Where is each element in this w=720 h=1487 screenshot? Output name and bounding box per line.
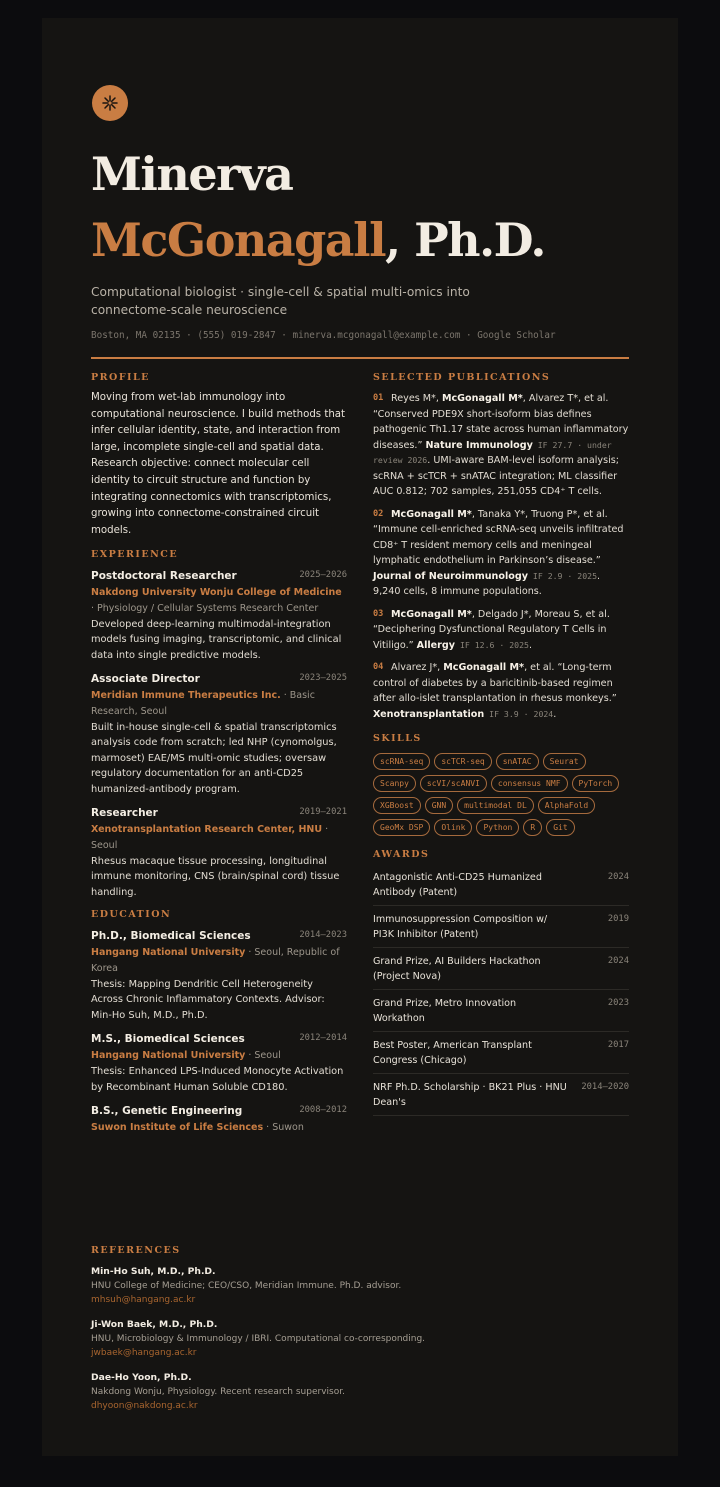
reference-list	[91, 1265, 631, 1413]
award-name: Best Poster, American Transplant Congress (Chicago)	[373, 1040, 532, 1066]
publication-entry	[373, 507, 629, 600]
award-list	[373, 864, 629, 1116]
publication-entry	[373, 391, 629, 500]
publication-number: 04	[373, 662, 384, 672]
citation-note: . UMI-aware BAM-level isoform analysis; scRNA + scTCR + snATAC integration; ML classifier AUC 0.812; 702 samples, 251,055 CD4⁺ T cells.	[373, 455, 619, 497]
first-name: Minerva	[91, 147, 293, 201]
citation-note: .	[553, 708, 557, 720]
entry-description: Thesis: Enhanced LPS-Induced Monocyte Activation by Recombinant Human Soluble CD180.	[91, 1066, 344, 1093]
entry-date: 2023–2025	[299, 673, 347, 684]
entry-description: Built in-house single-cell & spatial transcriptomics analysis code from scratch; led NHP (cynomolgus, marmoset) EAE/MS multi-omic studies; oversaw regulatory documentation for an anti-CD25 humanized-antibody program.	[91, 721, 337, 795]
experience-entry	[91, 806, 347, 900]
entry-title: Postdoctoral Researcher	[91, 570, 237, 583]
publication-number: 03	[373, 608, 384, 619]
publication-number: 01	[373, 393, 384, 403]
award-name: Antagonistic Anti-CD25 Humanized Antibody (Patent)	[373, 872, 542, 898]
skill-tag-list	[373, 753, 629, 836]
skill-tag: scRNA-seq	[373, 753, 430, 770]
entry-title: Researcher	[91, 807, 158, 820]
skill-tag: GeoMx DSP	[373, 819, 430, 836]
reference-name: Min-Ho Suh, M.D., Ph.D.	[91, 1266, 216, 1277]
section-heading-experience: EXPERIENCE	[91, 549, 179, 561]
entry-date: 2019–2021	[299, 807, 347, 818]
publication-entry	[373, 660, 629, 722]
reference-entry	[91, 1371, 631, 1413]
citation-journal: Journal of Neuroimmunology	[373, 570, 528, 582]
award-name: Immunosuppression Composition w/ PI3K Inhibitor (Patent)	[373, 914, 548, 940]
education-entry	[91, 1104, 347, 1136]
reference-email-link[interactable]: jwbaek@hangang.ac.kr	[91, 1348, 197, 1358]
skill-tag: GNN	[425, 797, 453, 814]
organization-name: Hangang National University	[91, 1050, 246, 1062]
citation-authors-before: Alvarez J*,	[391, 662, 444, 673]
organization-detail: · Suwon	[263, 1122, 304, 1134]
citation-authors-title: , Tanaka Y*, Truong P*, et al. “Immune cell-enriched scRNA-seq unveils infiltrated CD8⁺ T resident memory cells and meningeal lymphatic endothelium in Parkinson’s disease.”	[373, 508, 624, 566]
citation-authors-before: Reyes M*,	[391, 393, 442, 404]
section-heading-publications: SELECTED PUBLICATIONS	[373, 372, 551, 383]
award-year: 2014–2020	[581, 1082, 629, 1092]
citation-impact-year: IF 2.9 · 2025	[527, 570, 597, 581]
entry-date: 2014–2023	[299, 930, 347, 941]
experience-list	[91, 569, 347, 900]
entry-description: Rhesus macaque tissue processing, longitudinal immune monitoring, CNS (brain/spinal cord) tissue handling.	[91, 855, 340, 898]
reference-name: Dae-Ho Yoon, Ph.D.	[91, 1372, 192, 1383]
organization-name: Hangang National University	[91, 947, 246, 959]
citation-journal: Xenotransplantation	[373, 708, 485, 720]
publication-number: 02	[373, 508, 384, 519]
name-suffix: , Ph.D.	[385, 213, 545, 267]
education-list	[91, 929, 347, 1135]
experience-entry	[91, 569, 347, 663]
citation-journal: Nature Immunology	[425, 439, 533, 451]
skill-tag: R	[523, 819, 542, 836]
citation-self-author: McGonagall M*	[443, 662, 525, 673]
entry-organization	[91, 945, 347, 976]
section-heading-awards: AWARDS	[373, 849, 430, 860]
entry-title: Associate Director	[91, 673, 200, 686]
publication-entry	[373, 607, 629, 654]
entry-title: M.S., Biomedical Sciences	[91, 1033, 245, 1046]
citation-authors-title: , et al. “Long-term control of diabetes by a baricitinib-based regimen after allo-islet transplantation in rhesus monkeys.”	[373, 662, 617, 704]
asterisk-flower-icon	[100, 93, 120, 113]
entry-date: 2012–2014	[299, 1033, 347, 1044]
section-heading-skills: SKILLS	[373, 733, 422, 744]
entry-organization	[91, 688, 347, 719]
organization-detail: · Physiology / Cellular Systems Research Center	[91, 602, 319, 614]
citation-journal: Allergy	[416, 639, 456, 651]
entry-organization	[91, 585, 347, 616]
award-year: 2024	[607, 956, 629, 966]
citation-authors-title: , Alvarez T*, et al. “Conserved PDE9X short-isoform bias defines pathogenic Th1.17 state across human inflammatory diseases.”	[373, 393, 629, 451]
right-column	[373, 372, 629, 1116]
entry-date: 2025–2026	[299, 570, 347, 581]
reference-email-link[interactable]: mhsuh@hangang.ac.kr	[91, 1295, 196, 1305]
organization-name: Suwon Institute of Life Sciences	[91, 1122, 264, 1134]
last-name: McGonagall	[91, 213, 386, 267]
award-row	[373, 1074, 629, 1116]
education-entry	[91, 929, 347, 1023]
publication-citation	[373, 507, 629, 600]
entry-organization	[91, 1120, 347, 1136]
skill-tag: AlphaFold	[538, 797, 595, 814]
entry-description: Developed deep-learning multimodal-integration models fusing imaging, transcriptomic, and clinical data into single predictive models.	[91, 618, 342, 661]
organization-name: Xenotransplantation Research Center, HNU	[91, 824, 323, 836]
section-heading-profile: PROFILE	[91, 372, 150, 383]
skill-tag: Python	[476, 819, 519, 836]
tagline: Computational biologist · single-cell & spatial multi-omics into connectome-scale neuroscience	[91, 285, 470, 317]
skill-tag: scTCR-seq	[434, 753, 491, 770]
entry-organization	[91, 1048, 347, 1064]
citation-impact-year: IF 3.9 · 2024	[484, 708, 554, 719]
skill-tag: Git	[546, 819, 574, 836]
publication-citation	[373, 660, 629, 722]
citation-impact-year: IF 12.6 · 2025	[455, 639, 529, 650]
organization-detail: · Seoul, Republic of Korea	[91, 947, 340, 975]
skill-tag: multimodal DL	[457, 797, 534, 814]
entry-description: Thesis: Mapping Dendritic Cell Heterogeneity Across Chronic Inflammatory Contexts. Advisor: Min-Ho Suh, M.D., Ph.D.	[91, 978, 325, 1021]
award-year: 2019	[607, 914, 629, 924]
reference-name: Ji-Won Baek, M.D., Ph.D.	[91, 1319, 218, 1330]
publication-citation	[373, 607, 629, 654]
award-row	[373, 990, 629, 1032]
entry-title: Ph.D., Biomedical Sciences	[91, 930, 251, 943]
award-row	[373, 906, 629, 948]
award-year: 2017	[607, 1040, 629, 1050]
award-row	[373, 948, 629, 990]
publication-citation	[373, 391, 629, 500]
citation-impact-year: IF 27.7 · under review 2026	[373, 439, 612, 465]
citation-note: .	[528, 639, 533, 651]
skill-tag: PyTorch	[572, 775, 620, 792]
citation-note: . 9,240 cells, 8 immune populations.	[373, 570, 601, 597]
organization-detail: · Basic Research, Seoul	[91, 690, 315, 717]
resume-page	[42, 18, 678, 1456]
publication-list	[373, 391, 629, 722]
reference-entry	[91, 1318, 631, 1360]
award-year: 2024	[607, 872, 629, 882]
skill-tag: scVI/scANVI	[420, 775, 487, 792]
organization-name: Meridian Immune Therapeutics Inc.	[91, 690, 281, 702]
award-row	[373, 864, 629, 906]
reference-description: HNU College of Medicine; CEO/CSO, Meridian Immune. Ph.D. advisor.	[91, 1281, 402, 1291]
organization-detail: · Seoul	[245, 1050, 281, 1062]
logo-badge	[92, 85, 128, 121]
section-heading-references: REFERENCES	[91, 1245, 181, 1256]
last-name-line	[91, 213, 545, 267]
citation-self-author: McGonagall M*	[391, 508, 472, 520]
reference-entry	[91, 1265, 631, 1307]
profile-text: Moving from wet-lab immunology into computational neuroscience. I build methods that infer cellular identity, state, and interaction from large, incomplete single-cell and spatial data. Research objective: connect molecular cell identity to circuit structure and function by integrating connectomics with transcriptomics, growing into connectome-constrained circuit models.	[91, 392, 346, 536]
section-heading-education: EDUCATION	[91, 909, 172, 921]
header-divider	[91, 357, 629, 359]
citation-self-author: McGonagall M*	[441, 393, 523, 404]
experience-entry	[91, 672, 347, 797]
reference-description: Nakdong Wonju, Physiology. Recent research supervisor.	[91, 1387, 345, 1397]
citation-authors-title: , Delgado J*, Moreau S, et al. “Deciphering Dysfunctional Regulatory T Cells in Vitiligo.”	[373, 608, 610, 651]
award-name: Grand Prize, AI Builders Hackathon (Project Nova)	[373, 956, 541, 982]
award-row	[373, 1032, 629, 1074]
skill-tag: consensus NMF	[491, 775, 568, 792]
citation-self-author: McGonagall M*	[391, 608, 472, 620]
award-year: 2023	[607, 998, 629, 1008]
references-section	[91, 1245, 631, 1413]
award-name: Grand Prize, Metro Innovation Workathon	[373, 998, 517, 1024]
left-column	[91, 372, 347, 1136]
skill-tag: XGBoost	[373, 797, 421, 814]
contact-line[interactable]: Boston, MA 02135 · (555) 019-2847 · minerva.mcgonagall@example.com · Google Scholar	[91, 330, 556, 341]
award-name: NRF Ph.D. Scholarship · BK21 Plus · HNU Dean's	[373, 1082, 567, 1108]
entry-title: B.S., Genetic Engineering	[91, 1105, 243, 1118]
skill-tag: Olink	[434, 819, 472, 836]
skill-tag: Scanpy	[373, 775, 416, 792]
entry-organization	[91, 822, 347, 853]
organization-detail: · Seoul	[91, 824, 329, 852]
reference-description: HNU, Microbiology & Immunology / IBRI. Computational co-corresponding.	[91, 1334, 426, 1344]
education-entry	[91, 1032, 347, 1095]
entry-date: 2008–2012	[299, 1105, 347, 1116]
skill-tag: Seurat	[543, 753, 586, 770]
skill-tag: snATAC	[496, 753, 539, 770]
reference-email-link[interactable]: dhyoon@nakdong.ac.kr	[91, 1401, 198, 1411]
organization-name: Nakdong University Wonju College of Medicine	[91, 587, 342, 599]
